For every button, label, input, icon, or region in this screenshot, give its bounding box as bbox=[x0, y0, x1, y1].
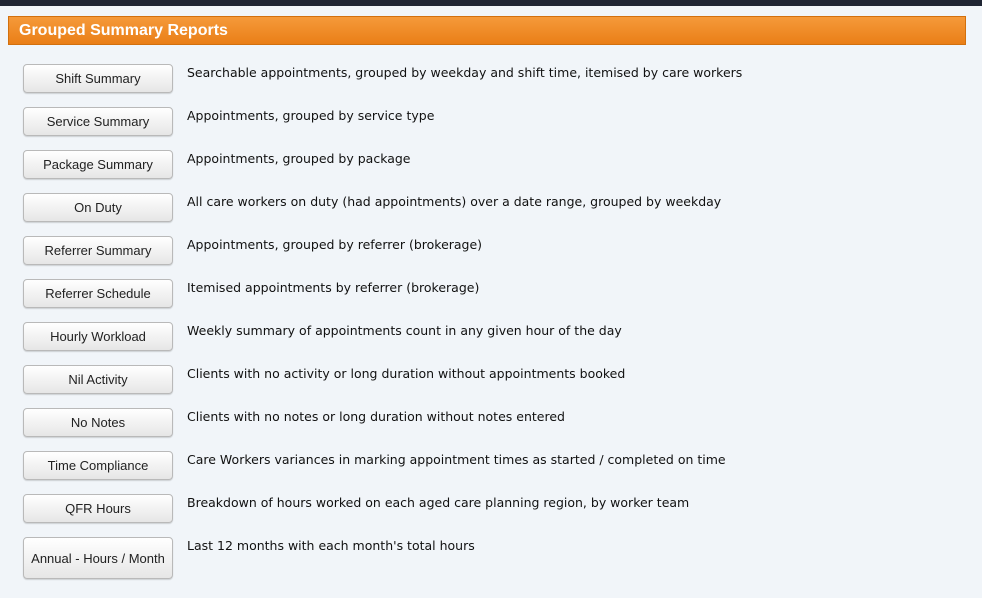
report-description: Searchable appointments, grouped by weekday and shift time, itemised by care workers bbox=[187, 65, 743, 80]
annual-hours-month-button[interactable]: Annual - Hours / Month bbox=[23, 537, 173, 579]
report-description: Care Workers variances in marking appointment times as started / completed on time bbox=[187, 452, 726, 467]
report-description: Last 12 months with each month's total hours bbox=[187, 538, 475, 553]
no-notes-button[interactable]: No Notes bbox=[23, 408, 173, 437]
report-description: Weekly summary of appointments count in any given hour of the day bbox=[187, 323, 622, 338]
package-summary-button[interactable]: Package Summary bbox=[23, 150, 173, 179]
report-description: Itemised appointments by referrer (brokerage) bbox=[187, 280, 480, 295]
time-compliance-button[interactable]: Time Compliance bbox=[23, 451, 173, 480]
section-header bbox=[8, 16, 966, 45]
section-title: Grouped Summary Reports bbox=[19, 22, 228, 39]
top-bar bbox=[0, 0, 982, 6]
report-description: Clients with no activity or long duration without appointments booked bbox=[187, 366, 626, 381]
report-description: Clients with no notes or long duration without notes entered bbox=[187, 409, 565, 424]
report-description: Appointments, grouped by service type bbox=[187, 108, 435, 123]
report-description: Breakdown of hours worked on each aged care planning region, by worker team bbox=[187, 495, 690, 510]
report-description: Appointments, grouped by referrer (brokerage) bbox=[187, 237, 483, 252]
referrer-summary-button[interactable]: Referrer Summary bbox=[23, 236, 173, 265]
hourly-workload-button[interactable]: Hourly Workload bbox=[23, 322, 173, 351]
on-duty-button[interactable]: On Duty bbox=[23, 193, 173, 222]
report-description: Appointments, grouped by package bbox=[187, 151, 411, 166]
nil-activity-button[interactable]: Nil Activity bbox=[23, 365, 173, 394]
qfr-hours-button[interactable]: QFR Hours bbox=[23, 494, 173, 523]
report-description: All care workers on duty (had appointments) over a date range, grouped by weekday bbox=[187, 194, 722, 209]
referrer-schedule-button[interactable]: Referrer Schedule bbox=[23, 279, 173, 308]
service-summary-button[interactable]: Service Summary bbox=[23, 107, 173, 136]
shift-summary-button[interactable]: Shift Summary bbox=[23, 64, 173, 93]
